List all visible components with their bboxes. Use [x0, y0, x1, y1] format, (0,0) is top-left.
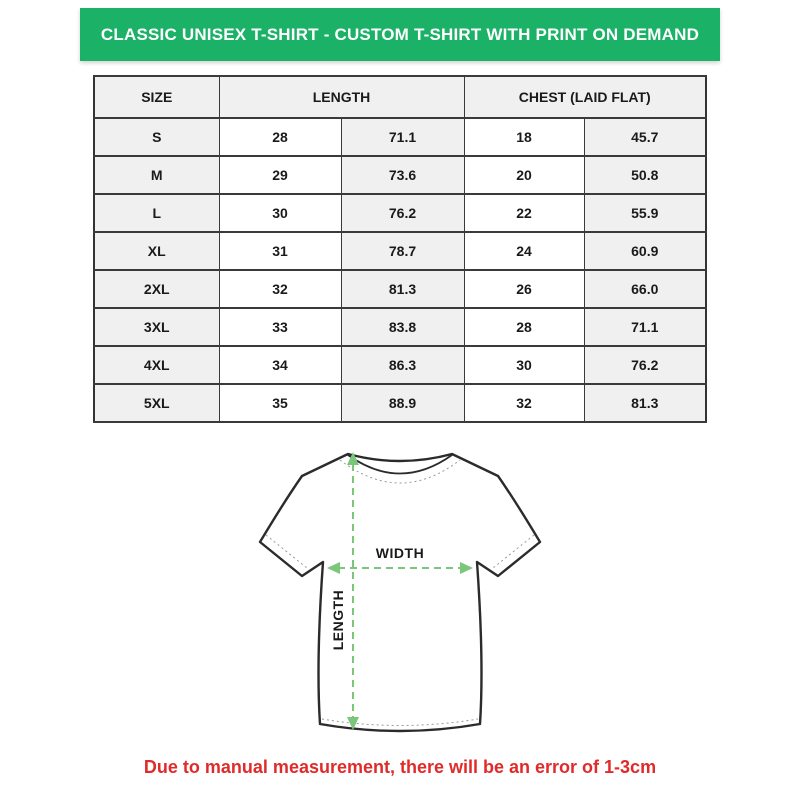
length-cm-cell: 83.8	[341, 308, 464, 346]
chest-in-cell: 30	[464, 346, 584, 384]
chest-cm-cell: 71.1	[584, 308, 706, 346]
size-cell: 3XL	[94, 308, 219, 346]
size-cell: M	[94, 156, 219, 194]
table-row	[94, 118, 706, 156]
length-in-cell: 29	[219, 156, 341, 194]
length-in-cell: 33	[219, 308, 341, 346]
length-in-cell: 32	[219, 270, 341, 308]
length-cm-cell: 76.2	[341, 194, 464, 232]
chest-cm-cell: 76.2	[584, 346, 706, 384]
length-in-cell: 28	[219, 118, 341, 156]
col-header-length: LENGTH	[219, 76, 464, 118]
chest-in-cell: 20	[464, 156, 584, 194]
length-cm-cell: 71.1	[341, 118, 464, 156]
chest-cm-cell: 81.3	[584, 384, 706, 422]
chest-cm-cell: 45.7	[584, 118, 706, 156]
tshirt-outline	[260, 454, 540, 731]
table-row	[94, 384, 706, 422]
tshirt-diagram	[250, 438, 550, 748]
length-in-cell: 34	[219, 346, 341, 384]
size-table	[93, 75, 707, 423]
chest-in-cell: 22	[464, 194, 584, 232]
chest-cm-cell: 50.8	[584, 156, 706, 194]
length-cm-cell: 78.7	[341, 232, 464, 270]
chest-cm-cell: 55.9	[584, 194, 706, 232]
size-cell: S	[94, 118, 219, 156]
chest-in-cell: 24	[464, 232, 584, 270]
chest-in-cell: 32	[464, 384, 584, 422]
table-row	[94, 308, 706, 346]
page-title: CLASSIC UNISEX T-SHIRT - CUSTOM T-SHIRT WITH PRINT ON DEMAND	[100, 24, 700, 44]
chest-in-cell: 18	[464, 118, 584, 156]
size-cell: XL	[94, 232, 219, 270]
size-cell: 5XL	[94, 384, 219, 422]
chest-cm-cell: 60.9	[584, 232, 706, 270]
table-header-row	[94, 76, 706, 118]
chest-in-cell: 26	[464, 270, 584, 308]
measurement-disclaimer: Due to manual measurement, there will be an error of 1-3cm	[143, 757, 657, 777]
length-cm-cell: 73.6	[341, 156, 464, 194]
title-banner	[80, 8, 720, 61]
table-row	[94, 194, 706, 232]
size-cell: L	[94, 194, 219, 232]
length-in-cell: 35	[219, 384, 341, 422]
length-cm-cell: 86.3	[341, 346, 464, 384]
length-cm-cell: 81.3	[341, 270, 464, 308]
size-cell: 4XL	[94, 346, 219, 384]
length-in-cell: 31	[219, 232, 341, 270]
chest-in-cell: 28	[464, 308, 584, 346]
width-dimension-label: WIDTH	[375, 545, 425, 561]
length-in-cell: 30	[219, 194, 341, 232]
size-cell: 2XL	[94, 270, 219, 308]
table-row	[94, 156, 706, 194]
length-dimension-label: LENGTH	[330, 589, 346, 651]
table-row	[94, 232, 706, 270]
table-row	[94, 270, 706, 308]
table-row	[94, 346, 706, 384]
col-header-chest: CHEST (LAID FLAT)	[464, 76, 706, 118]
length-cm-cell: 88.9	[341, 384, 464, 422]
col-header-size: SIZE	[94, 76, 219, 118]
chest-cm-cell: 66.0	[584, 270, 706, 308]
